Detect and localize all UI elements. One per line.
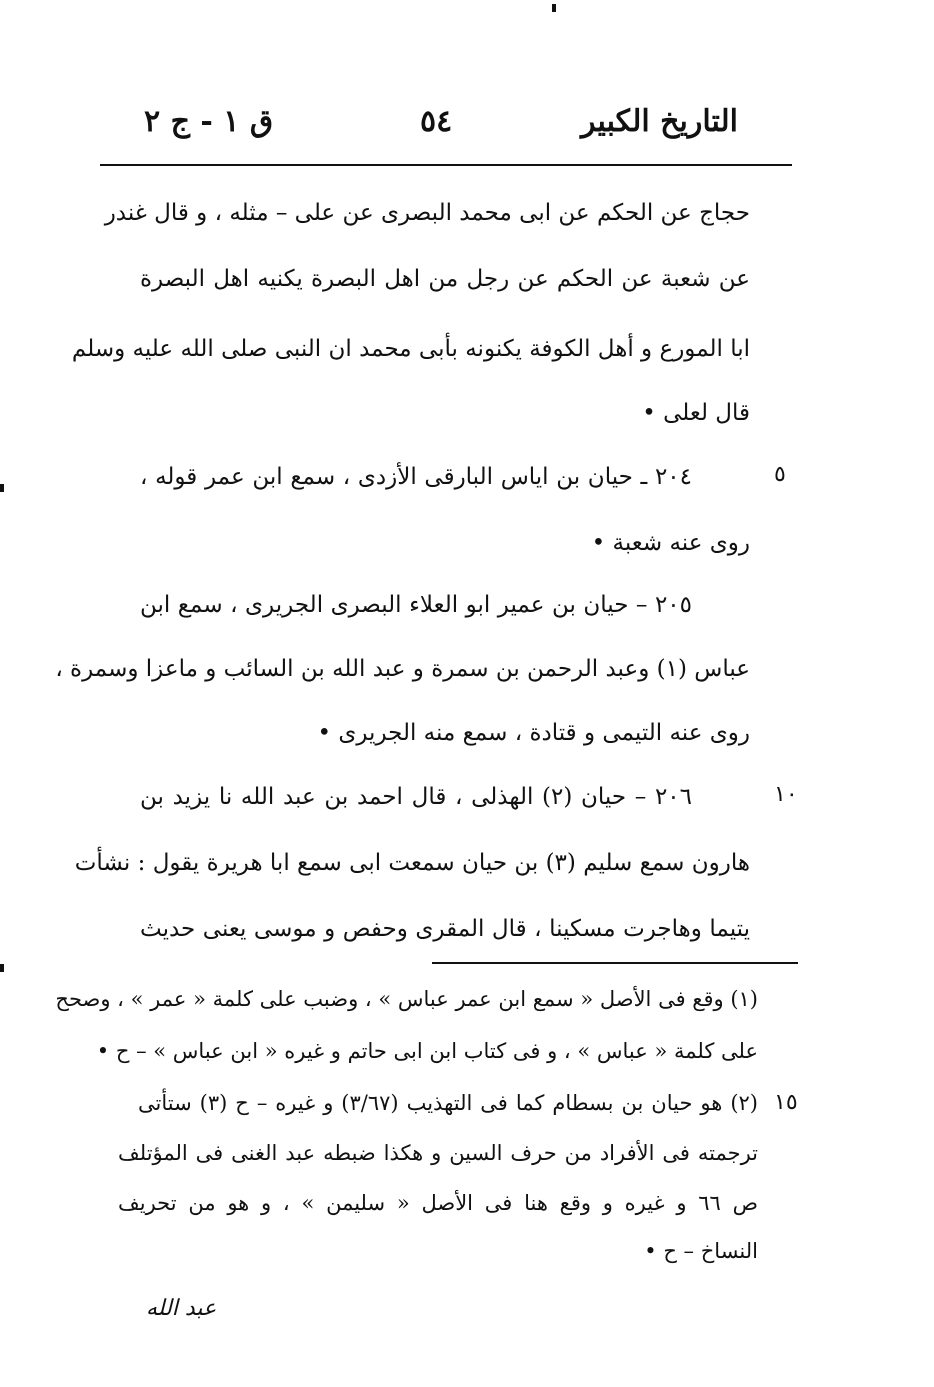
- footnote-line: على كلمة « عباس » ، و فى كتاب ابن ابى حاتم و غيره « ابن عباس » – ح •: [96, 1039, 758, 1063]
- entry-204: ٢٠٤ ـ حيان بن اياس البارقى الأزدى ، سمع ابن عمر قوله ،: [140, 464, 692, 490]
- page-number: ٥٤: [420, 104, 453, 139]
- entry-205: ٢٠٥ – حيان بن عمير ابو العلاء البصرى الجريرى ، سمع ابن: [140, 592, 692, 618]
- footnote-line: (٢) هو حيان بن بسطام كما فى التهذيب (٣/٦٧) و غيره – ح (٣) ستأتى: [138, 1091, 758, 1115]
- line-number-10: ١٠: [774, 782, 798, 807]
- running-title: التاريخ الكبير: [580, 104, 738, 139]
- line-number-15: ١٥: [774, 1090, 798, 1115]
- entry-206: ٢٠٦ – حيان (٢) الهذلى ، قال احمد بن عبد الله نا يزيد بن: [140, 784, 693, 810]
- body-line: ابا المورع و أهل الكوفة يكنونه بأبى محمد ان النبى صلى الله عليه وسلم: [71, 336, 750, 362]
- footnote-line: ترجمته فى الأفراد من حرف السين و هكذا ضبطه عبد الغنى فى المؤتلف: [118, 1141, 758, 1165]
- body-line: عن شعبة عن الحكم عن رجل من اهل البصرة يكنيه اهل البصرة: [140, 266, 750, 292]
- signature: عبد الله: [146, 1296, 217, 1321]
- scan-speck: [0, 484, 4, 492]
- body-line: يتيما وهاجرت مسكينا ، قال المقرى وحفص و موسى يعنى حديث: [140, 916, 750, 942]
- footnote-line: النساخ – ح •: [644, 1239, 758, 1263]
- body-line: روى عنه التيمى و قتادة ، سمع منه الجريرى •: [317, 720, 750, 746]
- body-line: حجاج عن الحكم عن ابى محمد البصرى عن على – مثله ، و قال غندر: [104, 200, 750, 226]
- part-volume-label: ق ١ - ج ٢: [144, 104, 274, 139]
- line-number-5: ٥: [774, 462, 786, 487]
- body-line: عباس (١) وعبد الرحمن بن سمرة و عبد الله بن السائب و ماعزا وسمرة ،: [55, 656, 750, 682]
- footnote-rule: [432, 962, 798, 964]
- body-line: روى عنه شعبة •: [591, 530, 750, 556]
- body-line: هارون سمع سليم (٣) بن حيان سمعت ابى سمع ابا هريرة يقول : نشأت: [74, 850, 750, 876]
- scan-speck: [0, 964, 4, 972]
- header-rule: [100, 164, 792, 166]
- footnote-line: ص ٦٦ و غيره و وقع هنا فى الأصل « سليمن » ، و هو من تحريف: [118, 1191, 758, 1215]
- scan-speck: [552, 4, 556, 12]
- footnote-line: (١) وقع فى الأصل « سمع ابن عمر عباس » ، وضبب على كلمة « عمر » ، وصحح: [55, 987, 758, 1011]
- body-line: قال لعلى •: [642, 400, 750, 426]
